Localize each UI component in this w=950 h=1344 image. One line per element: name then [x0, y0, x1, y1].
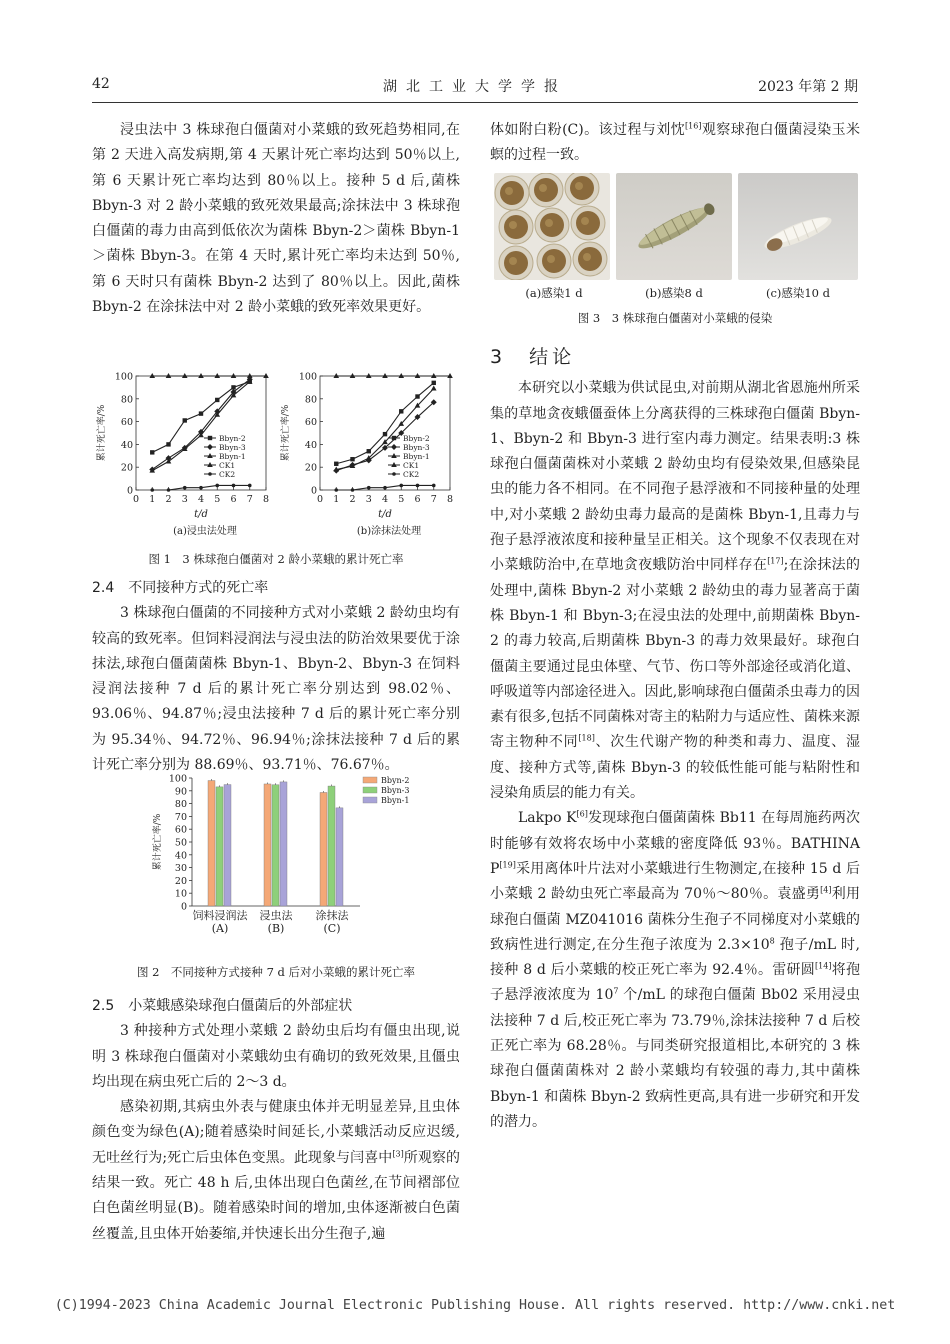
data-point	[432, 484, 436, 488]
larva-10d-graphic	[738, 173, 858, 280]
citation: [4]	[820, 885, 832, 895]
data-point	[208, 472, 212, 476]
bar-bbyn-3	[328, 786, 335, 906]
legend-label: Bbyn-3	[403, 443, 430, 452]
legend-label: CK1	[219, 461, 236, 470]
figure-3-caption: 图 3 3 株球孢白僵菌对小菜蛾的侵染	[577, 311, 773, 325]
chart-fig1a	[92, 368, 276, 538]
y-tick-label: 60	[304, 417, 317, 429]
y-axis-label: 累计死亡率/%	[153, 813, 163, 871]
legend-swatch	[363, 787, 377, 793]
right-column	[490, 118, 860, 169]
cup-highlight	[583, 253, 591, 261]
y-tick-label: 20	[174, 875, 187, 887]
y-tick-label: 0	[310, 485, 317, 497]
header-rule	[92, 102, 858, 103]
copyright-footer: (C)1994-2023 China Academic Journal Electronic Publishing House. All rights reserved. http://www.cnki.net	[54, 1298, 896, 1313]
section-2-4-title: 2.4 不同接种方式的死亡率	[92, 580, 269, 596]
data-point	[166, 442, 170, 446]
bar-bbyn-3	[272, 785, 279, 906]
data-point	[431, 386, 437, 391]
y-tick-label: 80	[174, 799, 187, 811]
paragraph: 本研究以小菜蛾为供试昆虫,对前期从湖北省恩施州所采集的草地贪夜蛾僵蚕体上分离获得的三株球孢白僵菌 Bbyn-1、Bbyn-2 和 Bbyn-3 进行室内毒力测定。结果表明:3 株球孢白僵菌菌株对小菜蛾 2 龄幼虫均有侵染效果,但感染昆虫的能力各不相同。在不同孢子悬浮液和不同接种量的处理中,对小菜蛾 2 龄幼虫毒力最高的是菌株 Bbyn-1,且毒力与孢子悬浮液浓度和接种量呈正相关。这个现象不仅表现在对小菜蛾防治中,在草地贪夜蛾防治中同样存在[17];在涂抹法的处理中,菌株 Bbyn-2 对小菜蛾 2 龄幼虫的毒力显著高于菌株 Bbyn-1 和 Bbyn-3;在浸虫法的处理中,前期菌株 Bbyn-2 的毒力较高,后期菌株 Bbyn-3 的毒力效果最好。球孢白僵菌主要通过昆虫体壁、气节、伤口等外部途径或消化道、呼吸道等内部途径进入。因此,影响球孢白僵菌杀虫毒力的因素有很多,包括不同菌株对寄主的粘附力与适应性、菌株来源寄主物种不同[18]、次生代谢产物的种类和毒力、温度、湿度、接种方式等,菌株 Bbyn-3 的较低性能可能与粘附性和浸染角质层的能力有关。	[490, 380, 861, 802]
data-point	[383, 486, 387, 490]
data-point	[231, 385, 235, 389]
series-ck2	[334, 484, 435, 492]
x-tick-label: 0	[316, 494, 324, 505]
x-tick-label: 1	[149, 494, 156, 505]
cup-highlight	[581, 217, 589, 225]
citation: [16]	[685, 121, 702, 131]
y-tick-label: 30	[174, 863, 187, 875]
y-tick-label: 20	[304, 462, 317, 474]
y-tick-label: 90	[174, 786, 187, 798]
x-tick-label: 3	[365, 494, 372, 505]
legend-label: Bbyn-1	[403, 452, 430, 461]
data-point	[183, 418, 187, 422]
data-point	[392, 472, 396, 476]
legend-label: CK2	[403, 470, 420, 479]
x-tick-label: 5	[214, 494, 221, 505]
legend-label: CK1	[403, 461, 420, 470]
data-point	[232, 484, 236, 488]
data-point	[334, 488, 338, 492]
y-tick-label: 60	[174, 824, 187, 836]
paragraph: 感染初期,其病虫外表与健康虫体并无明显差异,且虫体颜色变为绿色(A);随着感染时间延长,小菜蛾活动反应迟缓,无吐丝行为;死亡后虫体色变黑。此现象与闫喜中[3]所观察的结果一致。死亡 48 h 后,虫体出现白色菌丝,在节间褶部位白色菌丝明显(B)。随着感染时间的增加,虫体逐渐被白色菌丝覆盖,且虫体开始萎缩,并快速长出分生孢子,遍	[92, 1099, 461, 1242]
x-tick-label: 8	[446, 494, 454, 505]
series-ck1	[333, 373, 452, 378]
page-number: 42	[92, 76, 110, 92]
legend-label: CK2	[219, 470, 236, 479]
citation: [3]	[392, 1149, 404, 1159]
data-point	[334, 462, 338, 466]
bar-bbyn-1	[336, 808, 343, 906]
paragraph: Lakpo K[6]发现球孢白僵菌菌株 Bb11 在每周施药两次时能够有效将农场中小菜蛾的密度降低 93％。BATHINA P[19]采用离体叶片法对小菜蛾进行生物测定,在接种 15 d 后小菜蛾 2 龄幼虫死亡率最高为 70％～80％。袁盛勇[4]利用球孢白僵菌 MZ041016 菌株分生孢子不同梯度对小菜蛾的致病性进行测定,在分生孢子浓度为 $2.3\times 10^8$ 孢子/mL 时,接种 8 d 后小菜蛾的校正死亡率为 92.4％。雷研圆[14]将孢子悬浮液浓度为 $10^7$ 个/mL 的球孢白僵菌 Bb02 采用浸虫法接种 7 d 后,校正死亡率为 73.79％,涂抹法接种 7 d 后校正死亡率为 68.28％。与同类研究报道相比,本研究的 3 株球孢白僵菌菌株对 2 龄小菜蛾均有较强的毒力,其中菌株 Bbyn-1 和菌株 Bbyn-2 致病性更高,具有进一步研究和开发的潜力。	[490, 809, 861, 1130]
data-point	[416, 484, 420, 488]
y-axis-label: 累计死亡率/%	[97, 404, 107, 462]
data-point	[350, 457, 354, 461]
x-tick-label: 3	[181, 494, 188, 505]
x-tick-label: 1	[333, 494, 340, 505]
y-tick-label: 80	[304, 394, 317, 406]
cup-highlight	[539, 184, 547, 192]
larva-8d-graphic	[616, 173, 732, 280]
x-axis-label: t/d	[378, 509, 392, 520]
cup-highlight	[575, 182, 583, 190]
legend	[204, 434, 246, 479]
y-tick-label: 100	[114, 371, 133, 383]
figure-1	[92, 368, 460, 568]
cup-highlight	[547, 255, 555, 263]
x-tick-label: 5	[398, 494, 405, 505]
y-tick-label: 60	[120, 417, 133, 429]
larva-cups-graphic	[494, 173, 610, 280]
y-tick-label: 70	[174, 811, 187, 823]
citation: [18]	[578, 733, 595, 743]
issue-label: 2023 年第 2 期	[758, 79, 858, 95]
data-point	[367, 486, 371, 490]
photo-infection-10d	[738, 173, 858, 280]
legend-label: Bbyn-2	[381, 776, 410, 785]
data-point	[207, 444, 213, 450]
x-axis-label: t/d	[194, 509, 208, 520]
fig3-sub-c: (c)感染10 d	[765, 286, 831, 300]
fig3-sub-a: (a)感染1 d	[525, 286, 583, 300]
x-tick-label: 0	[132, 494, 140, 505]
figure-2-caption: 图 2 不同接种方式接种 7 d 后对小菜蛾的累计死亡率	[136, 965, 416, 979]
citation: [19]	[499, 860, 516, 870]
citation: [14]	[815, 961, 832, 971]
figure-1-caption: 图 1 3 株球孢白僵菌对 2 龄小菜蛾的累计死亡率	[148, 552, 404, 566]
x-tick-label: 4	[197, 494, 205, 505]
category-label: 浸虫法	[259, 909, 293, 922]
category-label: (B)	[267, 922, 285, 935]
chart-fig1b	[276, 368, 460, 538]
legend-swatch	[363, 797, 377, 803]
data-point	[383, 432, 387, 436]
data-point	[167, 488, 171, 492]
data-point	[391, 444, 397, 450]
data-point	[150, 450, 154, 454]
cup-highlight	[505, 187, 513, 195]
x-tick-label: 2	[349, 494, 356, 505]
legend	[363, 776, 409, 805]
y-tick-label: 80	[120, 394, 133, 406]
right-column-2	[490, 345, 860, 1135]
paragraph: 3 种接种方式处理小菜蛾 2 龄幼虫后均有僵虫出现,说明 3 株球孢白僵菌对小菜蛾幼虫有确切的致死效果,且僵虫均出现在病虫死亡后的 2～3 d。	[92, 1023, 460, 1090]
legend-label: Bbyn-3	[381, 786, 410, 795]
bar-bbyn-3	[216, 787, 223, 906]
x-tick-label: 4	[381, 494, 389, 505]
data-point	[183, 486, 187, 490]
category-label: 涂抹法	[315, 909, 349, 922]
data-point	[399, 484, 403, 488]
paragraph: 体如附白粉(C)。该过程与刘忱[16]观察球孢白僵菌浸染玉米螟的过程一致。	[490, 121, 861, 164]
legend-swatch	[363, 777, 377, 783]
bar-bbyn-1	[280, 782, 287, 906]
left-column-2	[92, 576, 460, 778]
y-tick-label: 10	[174, 888, 187, 900]
data-point	[150, 488, 154, 492]
data-point	[199, 411, 203, 415]
left-column-3	[92, 994, 460, 1247]
x-tick-label: 7	[430, 494, 437, 505]
data-point	[432, 381, 436, 385]
series-ck1	[149, 373, 268, 378]
chart-fig2	[150, 770, 450, 960]
section-3-title: 3 结论	[490, 346, 576, 368]
left-column	[92, 118, 460, 320]
y-tick-label: 0	[180, 901, 187, 913]
category-label: (A)	[211, 922, 229, 935]
data-point	[199, 486, 203, 490]
citation: [6]	[576, 809, 588, 819]
x-tick-label: 2	[165, 494, 172, 505]
cup-highlight	[545, 219, 553, 227]
paragraph: 3 株球孢白僵菌的不同接种方式对小菜蛾 2 龄幼虫均有较高的致死率。但饲料浸润法与浸虫法的防治效果要优于涂抹法,球孢白僵菌菌株 Bbyn-1、Bbyn-2、Bbyn-3 在饲料浸润法接种 7 d 后的累计死亡率分别达到 98.02％、93.06％、94.87％;浸虫法接种 7 d 后的累计死亡率分别为 95.34％、94.72％、96.94％;涂抹法接种 7 d 后的累计死亡率分别为 88.69％、93.71％、76.67％。	[92, 605, 460, 774]
section-2-5-title: 2.5 小菜蛾感染球孢白僵菌后的外部症状	[92, 998, 353, 1014]
legend-label: Bbyn-1	[219, 452, 246, 461]
x-tick-label: 6	[414, 494, 421, 505]
y-tick-label: 100	[298, 371, 317, 383]
y-tick-label: 50	[174, 837, 187, 849]
bar-bbyn-2	[264, 784, 271, 906]
data-point	[367, 449, 371, 453]
y-tick-label: 40	[304, 439, 317, 451]
y-tick-label: 40	[120, 439, 133, 451]
data-point	[415, 394, 419, 398]
data-point	[208, 436, 212, 440]
bar-bbyn-2	[320, 792, 327, 906]
legend-label: Bbyn-2	[403, 434, 430, 443]
data-point	[399, 409, 403, 413]
y-tick-label: 40	[174, 850, 187, 862]
series-ck2	[150, 484, 251, 492]
running-header	[0, 76, 950, 102]
category-label: 饲料浸润法	[192, 909, 248, 922]
legend-label: Bbyn-2	[219, 434, 246, 443]
legend-label: Bbyn-1	[381, 796, 410, 805]
citation: [17]	[767, 556, 784, 566]
y-tick-label: 20	[120, 462, 133, 474]
fig3-sub-b: (b)感染8 d	[645, 286, 703, 300]
data-point	[351, 488, 355, 492]
photo-infection-8d	[616, 173, 732, 280]
category-label: (C)	[323, 922, 341, 935]
x-tick-label: 6	[230, 494, 237, 505]
y-axis-label: 累计死亡率/%	[281, 404, 291, 462]
y-tick-label: 100	[168, 773, 187, 785]
data-point	[215, 398, 219, 402]
chart-title: (a)浸虫法处理	[173, 526, 237, 537]
bar-bbyn-2	[208, 781, 215, 906]
journal-title: 湖北工业大学学报	[383, 79, 567, 95]
cup-highlight	[509, 257, 517, 265]
data-point	[215, 484, 219, 488]
data-point	[392, 436, 396, 440]
chart-title: (b)涂抹法处理	[356, 526, 422, 537]
x-tick-label: 7	[246, 494, 253, 505]
bar-bbyn-1	[224, 785, 231, 906]
cup-highlight	[509, 221, 517, 229]
photo-infection-1d	[494, 173, 610, 280]
x-tick-label: 8	[262, 494, 270, 505]
legend	[388, 434, 430, 479]
data-point	[248, 484, 252, 488]
paragraph: 浸虫法中 3 株球孢白僵菌对小菜蛾的致死趋势相同,在第 2 天进入高发病期,第 4 天累计死亡率均达到 50％以上,第 6 天累计死亡率均达到 80％以上。接种 5 d 后,菌株 Bbyn-3 对 2 龄小菜蛾的致死效果最高;涂抹法中 3 株球孢白僵菌的毒力由高到低依次为菌株 Bbyn-2＞菌株 Bbyn-1＞菌株 Bbyn-3。在第 4 天时,累计死亡率均未达到 50％,第 6 天时只有菌株 Bbyn-2 达到了 80％以上。因此,菌株 Bbyn-2 在涂抹法中对 2 龄小菜蛾的致死率效果更好。	[92, 122, 460, 316]
y-tick-label: 0	[126, 485, 133, 497]
legend-label: Bbyn-3	[219, 443, 246, 452]
